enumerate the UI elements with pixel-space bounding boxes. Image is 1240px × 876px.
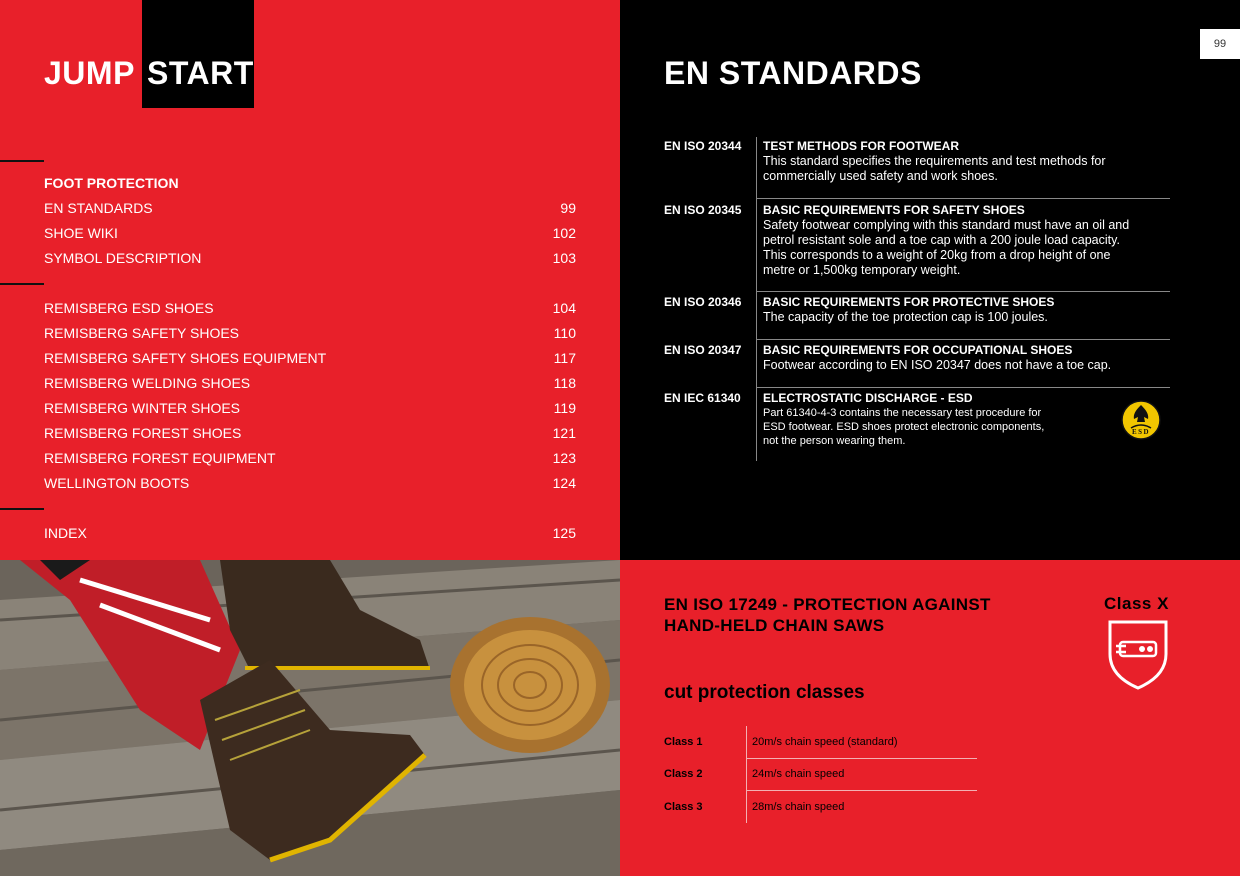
class-table-divider: [746, 726, 747, 823]
toc-item[interactable]: REMISBERG FOREST SHOES 121: [44, 425, 576, 441]
toc-item[interactable]: WELLINGTON BOOTS 124: [44, 475, 576, 491]
row-separator: [756, 387, 1170, 388]
section-rule: [0, 283, 44, 285]
class-name: Class 2: [664, 768, 703, 780]
standard-title: BASIC REQUIREMENTS FOR OCCUPATIONAL SHOES: [763, 343, 1073, 357]
class-row-separator: [746, 758, 977, 759]
row-separator: [756, 198, 1170, 199]
standard-description: Safety footwear complying with this standard must have an oil and petrol resistant sole and a toe cap with a 200 joule load capacity. This corresponds to a weight of 20kg from a drop height of one metre or 1,500kg temporary weight.: [763, 218, 1130, 277]
toc-item[interactable]: REMISBERG WINTER SHOES 119: [44, 400, 576, 416]
standard-code: EN ISO 20345: [664, 203, 742, 217]
class-row-separator: [746, 790, 977, 791]
toc-item[interactable]: REMISBERG WELDING SHOES 118: [44, 375, 576, 391]
esd-warning-icon: [1121, 400, 1161, 440]
chainsaw-standard-title: EN ISO 17249 - PROTECTION AGAINST HAND-HELD CHAIN SAWS: [664, 595, 991, 635]
toc-heading: FOOT PROTECTION: [44, 175, 179, 191]
toc-item[interactable]: REMISBERG FOREST EQUIPMENT 123: [44, 450, 576, 466]
standards-title: EN STANDARDS: [664, 55, 922, 91]
chainsaw-shield-icon: [1106, 618, 1170, 690]
title-jump: JUMP: [44, 55, 135, 91]
toc-item[interactable]: EN STANDARDS 99: [44, 200, 576, 216]
row-separator: [756, 339, 1170, 340]
standard-code: EN ISO 20344: [664, 139, 742, 153]
esd-icon-text: ESD: [1131, 428, 1151, 436]
section-rule: [0, 160, 44, 162]
standard-description: The capacity of the toe protection cap is 100 joules.: [763, 310, 1048, 324]
standard-title: ELECTROSTATIC DISCHARGE - ESD: [763, 391, 973, 405]
toc-item[interactable]: SYMBOL DESCRIPTION 103: [44, 250, 576, 266]
standard-title: TEST METHODS FOR FOOTWEAR: [763, 139, 959, 153]
standard-code: EN ISO 20346: [664, 295, 742, 309]
table-divider: [756, 137, 757, 461]
standard-description: Part 61340-4-3 contains the necessary test procedure for ESD footwear. ESD shoes protect electronic components, not the person wearing them.: [763, 407, 1045, 447]
standard-description: This standard specifies the requirements and test methods for commercially used safety and work shoes.: [763, 154, 1106, 183]
section-rule: [0, 508, 44, 510]
page-number: 99: [1200, 29, 1240, 59]
standard-code: EN IEC 61340: [664, 391, 741, 405]
cut-protection-heading: cut protection classes: [664, 682, 865, 703]
row-separator: [756, 291, 1170, 292]
toc-item[interactable]: SHOE WIKI 102: [44, 225, 576, 241]
standard-title: BASIC REQUIREMENTS FOR PROTECTIVE SHOES: [763, 295, 1055, 309]
standard-description: Footwear according to EN ISO 20347 does not have a toe cap.: [763, 358, 1112, 372]
class-name: Class 1: [664, 736, 703, 748]
toc-item[interactable]: REMISBERG ESD SHOES 104: [44, 300, 576, 316]
class-value: 28m/s chain speed: [752, 801, 845, 813]
title-start: START: [147, 55, 254, 91]
toc-item[interactable]: REMISBERG SAFETY SHOES 110: [44, 325, 576, 341]
class-label: Class X: [1104, 594, 1169, 613]
toc-item[interactable]: REMISBERG SAFETY SHOES EQUIPMENT 117: [44, 350, 576, 366]
standard-title: BASIC REQUIREMENTS FOR SAFETY SHOES: [763, 203, 1025, 217]
class-value: 20m/s chain speed (standard): [752, 736, 898, 748]
forest-boots-photo: [0, 560, 620, 876]
toc-item[interactable]: INDEX 125: [44, 525, 576, 541]
standard-code: EN ISO 20347: [664, 343, 742, 357]
class-name: Class 3: [664, 801, 703, 813]
class-value: 24m/s chain speed: [752, 768, 845, 780]
